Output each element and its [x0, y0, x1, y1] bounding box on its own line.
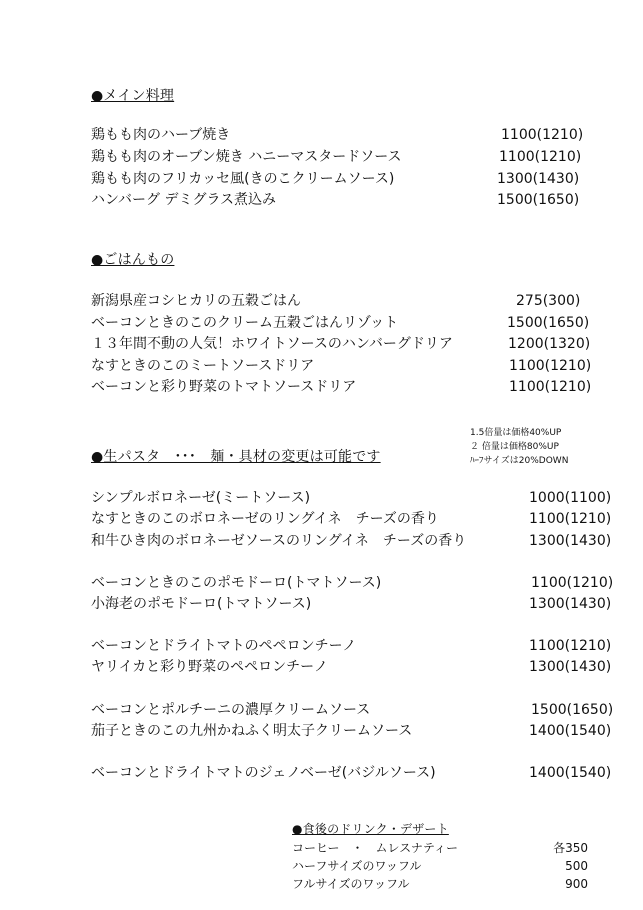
item-price: 275(300): [516, 293, 581, 309]
pasta-note: 1.5倍量は価格40%UP: [470, 428, 562, 438]
item-name: 新潟県産コシヒカリの五穀ごはん: [91, 293, 301, 309]
rice-dishes-heading: ●ごはんもの: [91, 252, 175, 268]
pasta-note: ﾊｰﾌサイズは20%DOWN: [470, 456, 569, 466]
item-name: ベーコンと彩り野菜のトマトソースドリア: [91, 379, 357, 395]
drink-item: [292, 875, 588, 893]
item-price: 900: [565, 877, 588, 891]
drink-item: [292, 857, 588, 875]
item-name: ベーコンとドライトマトのペペロンチーノ: [91, 638, 357, 654]
drinks-heading: ●食後のドリンク・デザート: [292, 822, 449, 836]
main-dishes-heading: ●メイン料理: [91, 88, 175, 104]
item-price: 1400(1540): [529, 765, 612, 781]
item-price: 1000(1100): [529, 490, 612, 506]
item-name: フルサイズのワッフル: [292, 877, 410, 891]
item-name: 鶏もも肉のハーブ焼き: [91, 127, 231, 143]
item-name: ヤリイカと彩り野菜のペペロンチーノ: [91, 659, 328, 675]
item-price: 500: [565, 859, 588, 873]
drink-item: [292, 839, 588, 857]
item-name: ベーコンときのこのポモドーロ(トマトソース): [91, 575, 382, 591]
item-name: ベーコンときのこのクリーム五穀ごはんリゾット: [91, 315, 399, 331]
item-name: なすときのこのボロネーゼのリングイネ チーズの香り: [91, 511, 439, 527]
item-price: 1300(1430): [529, 533, 612, 549]
item-name: ベーコンとドライトマトのジェノベーゼ(バジルソース): [91, 765, 436, 781]
item-name: コーヒー ・ ムレスナティー: [292, 841, 458, 855]
pasta-heading: ●生パスタ ･･･ 麺・具材の変更は可能です: [91, 449, 381, 465]
item-name: ハンバーグ デミグラス煮込み: [91, 192, 277, 208]
item-price: 1300(1430): [529, 596, 612, 612]
item-name: 茄子ときのこの九州かねふく明太子クリームソース: [91, 723, 413, 739]
item-name: １３年間不動の人気！ホワイトソースのハンバーグドリア: [91, 336, 453, 352]
item-name: なすときのこのミートソースドリア: [91, 358, 315, 374]
item-price: 1100(1210): [529, 638, 612, 654]
item-price: 1500(1650): [497, 192, 580, 208]
item-price: 1100(1210): [501, 127, 584, 143]
item-name: 和牛ひき肉のボロネーゼソースのリングイネ チーズの香り: [91, 533, 467, 549]
item-price: 1200(1320): [508, 336, 591, 352]
item-name: ベーコンとポルチーニの濃厚クリームソース: [91, 702, 371, 718]
item-name: 鶏もも肉のフリカッセ風(きのこクリームソース): [91, 171, 395, 187]
pasta-note: ２ 倍量は価格80%UP: [470, 442, 559, 452]
item-price: 1100(1210): [509, 379, 592, 395]
item-price: 1100(1210): [499, 149, 582, 165]
item-price: 1100(1210): [531, 575, 614, 591]
item-price: 1100(1210): [529, 511, 612, 527]
item-price: 1400(1540): [529, 723, 612, 739]
item-price: 1100(1210): [509, 358, 592, 374]
item-name: ハーフサイズのワッフル: [292, 859, 422, 873]
item-name: 鶏もも肉のオーブン焼き ハニーマスタードソース: [91, 149, 402, 165]
item-price: 各350: [553, 841, 588, 855]
item-price: 1300(1430): [529, 659, 612, 675]
item-price: 1500(1650): [531, 702, 614, 718]
item-name: 小海老のポモドーロ(トマトソース): [91, 596, 312, 612]
item-name: シンプルボロネーゼ(ミートソース): [91, 490, 311, 506]
item-price: 1300(1430): [497, 171, 580, 187]
item-price: 1500(1650): [507, 315, 590, 331]
